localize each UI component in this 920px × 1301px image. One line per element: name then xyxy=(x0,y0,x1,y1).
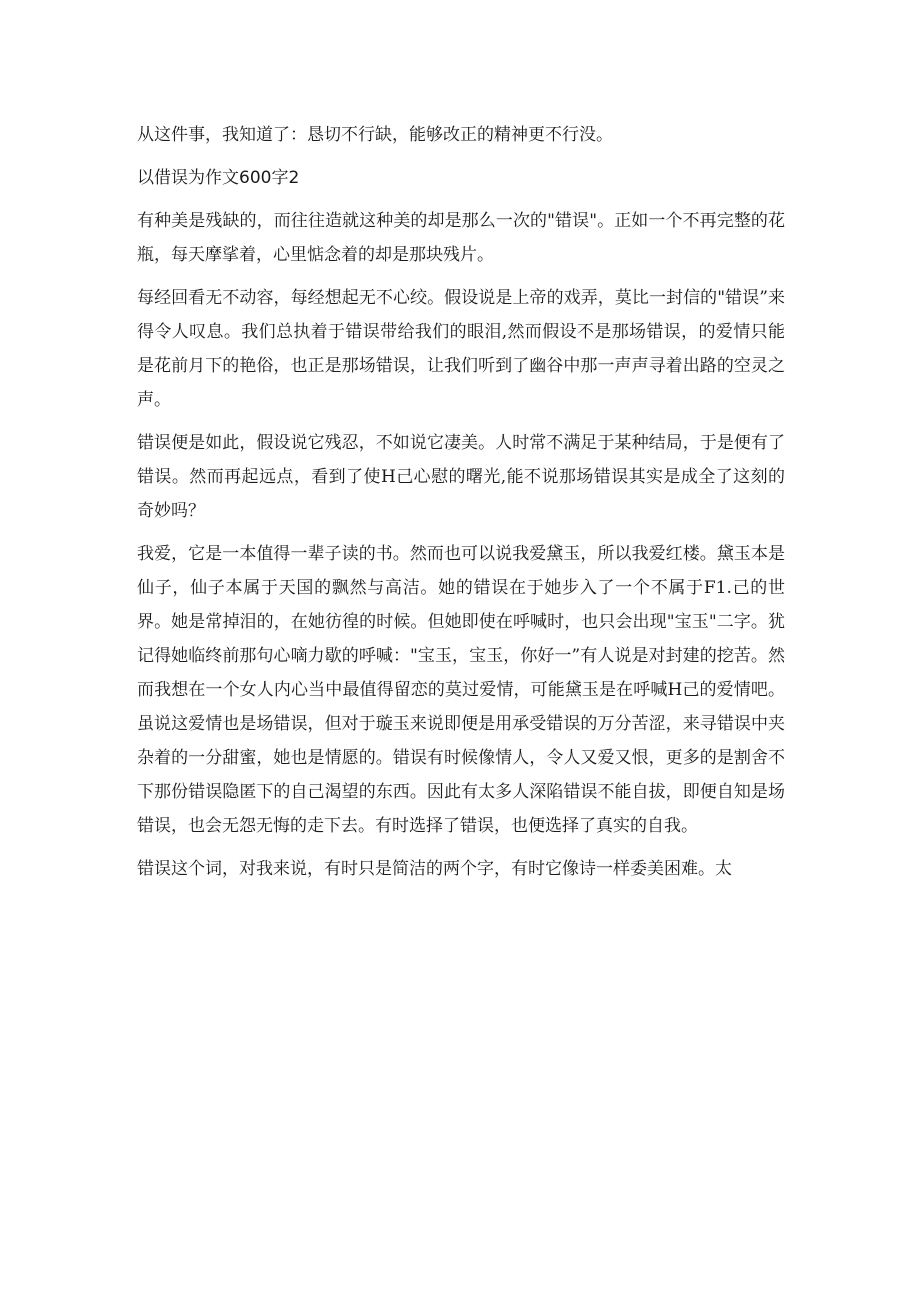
document-body xyxy=(137,118,785,895)
paragraph: 每经回看无不动容，每经想起无不心绞。假设说是上帝的戏弄，莫比一封信的"错误”来得令人叹息。我们总执着于错误带给我们的眼泪,然而假设不是那场错误，的爱情只能是花前月下的艳俗，也正是那场错误，让我们听到了幽谷中那一声声寻着出路的空灵之声。 xyxy=(137,288,785,410)
paragraph: 有种美是残缺的，而往往造就这种美的却是那么一次的"错误"。正如一个不再完整的花瓶，每天摩挲着，心里惦念着的却是那块残片。 xyxy=(137,211,785,265)
paragraph: 从这件事，我知道了：恳切不行缺，能够改正的精神更不行没。 xyxy=(137,125,613,145)
paragraph: 错误这个词，对我来说，有时只是简洁的两个字，有时它像诗一样委美困难。太 xyxy=(137,859,732,879)
section-heading: 以借误为作文600字2 xyxy=(137,168,300,188)
paragraph: 错误便是如此，假设说它残忍，不如说它凄美。人时常不满足于某种结局，于是便有了错误。然而再起远点，看到了使H己心慰的曙光,能不说那场错误其实是成全了这刻的奇妙吗？ xyxy=(137,433,785,521)
paragraph: 我爱，它是一本值得一辈子读的书。然而也可以说我爱黛玉，所以我爱红楼。黛玉本是仙子，仙子本属于天国的飘然与高洁。她的错误在于她步入了一个不属于F1.己的世界。她是常掉泪的，在她彷徨的时候。但她即使在呼喊时，也只会出现"宝玉"二字。犹记得她临终前那句心嘀力歇的呼喊："宝玉，宝玉，你好一”有人说是对封建的挖苦。然而我想在一个女人内心当中最值得留恋的莫过爱情，可能黛玉是在呼喊H己的爱情吧。虽说这爱情也是场错误，但对于璇玉来说即便是用承受错误的万分苦涩，来寻错误中夹杂着的一分甜蜜，她也是情愿的。错误有时候像情人，令人又爱又恨，更多的是割舍不下那份错误隐匿下的自己渴望的东西。因此有太多人深陷错误不能自拔，即便自知是场错误，也会无怨无悔的走下去。有时选择了错误，也便选择了真实的自我。 xyxy=(137,544,785,836)
